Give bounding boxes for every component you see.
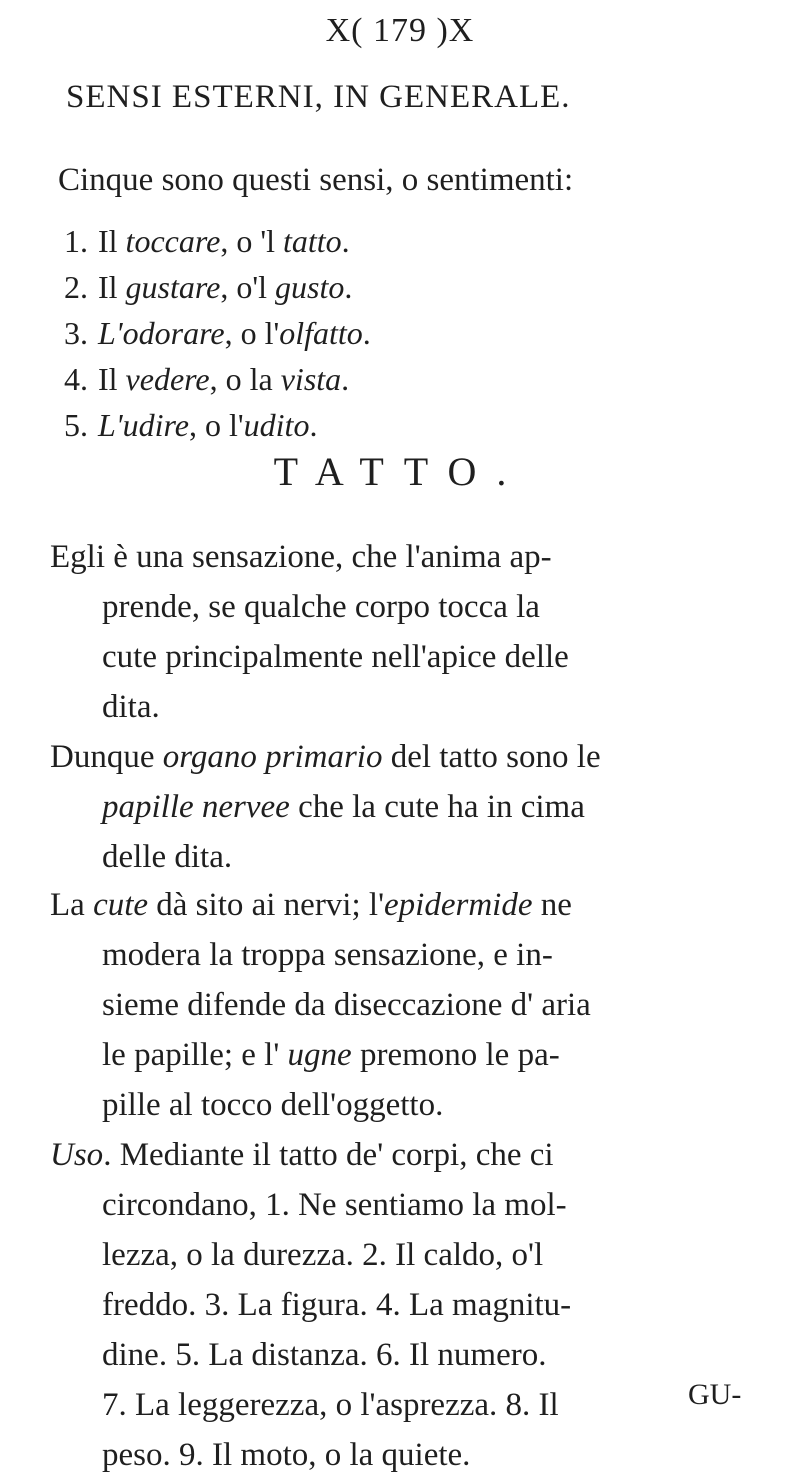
list-item: 3. L'odorare, o l'olfatto. (64, 315, 371, 351)
list-item: 4. Il vedere, o la vista. (64, 361, 350, 397)
paragraph-use: Uso. Mediante il tatto de' corpi, che ci circondano, 1. Ne sentiamo la mol- lezza, o la durezza. 2. Il caldo, o'l freddo. 3. La figura. 4. La magnitu- dine. 5. La distanza. 6. Il numero. 7. La leggerezza, o l'asprezza. 8. Il peso. 9. Il moto, o la quiete. (50, 1137, 572, 1473)
senses-list (64, 218, 371, 448)
list-item: 1. Il toccare, o 'l tatto. (64, 223, 350, 259)
chapter-title: SENSI ESTERNI, IN GENERALE. (66, 79, 571, 115)
paragraph-organ: Dunque organo primario del tatto sono le papille nervee che la cute ha in cima delle dita. (50, 739, 601, 875)
list-item: 5. L'udire, o l'udito. (64, 407, 318, 443)
catchword: GU- (688, 1378, 742, 1411)
page-number-header: X( 179 )X (325, 12, 475, 49)
paragraph-skin: La cute dà sito ai nervi; l'epidermide ne modera la troppa sensazione, e in- sieme difende da diseccazione d' aria le papille; e l' ugne premono le pa- pille al tocco dell'oggetto. (50, 887, 591, 1123)
section-title: TATTO. (273, 449, 527, 494)
list-item: 2. Il gustare, o'l gusto. (64, 269, 353, 305)
paragraph-definition: Egli è una sensazione, che l'anima ap- prende, se qualche corpo tocca la cute principalmente nell'apice delle dita. (50, 539, 569, 725)
intro-line: Cinque sono questi sensi, o sentimenti: (58, 162, 574, 198)
